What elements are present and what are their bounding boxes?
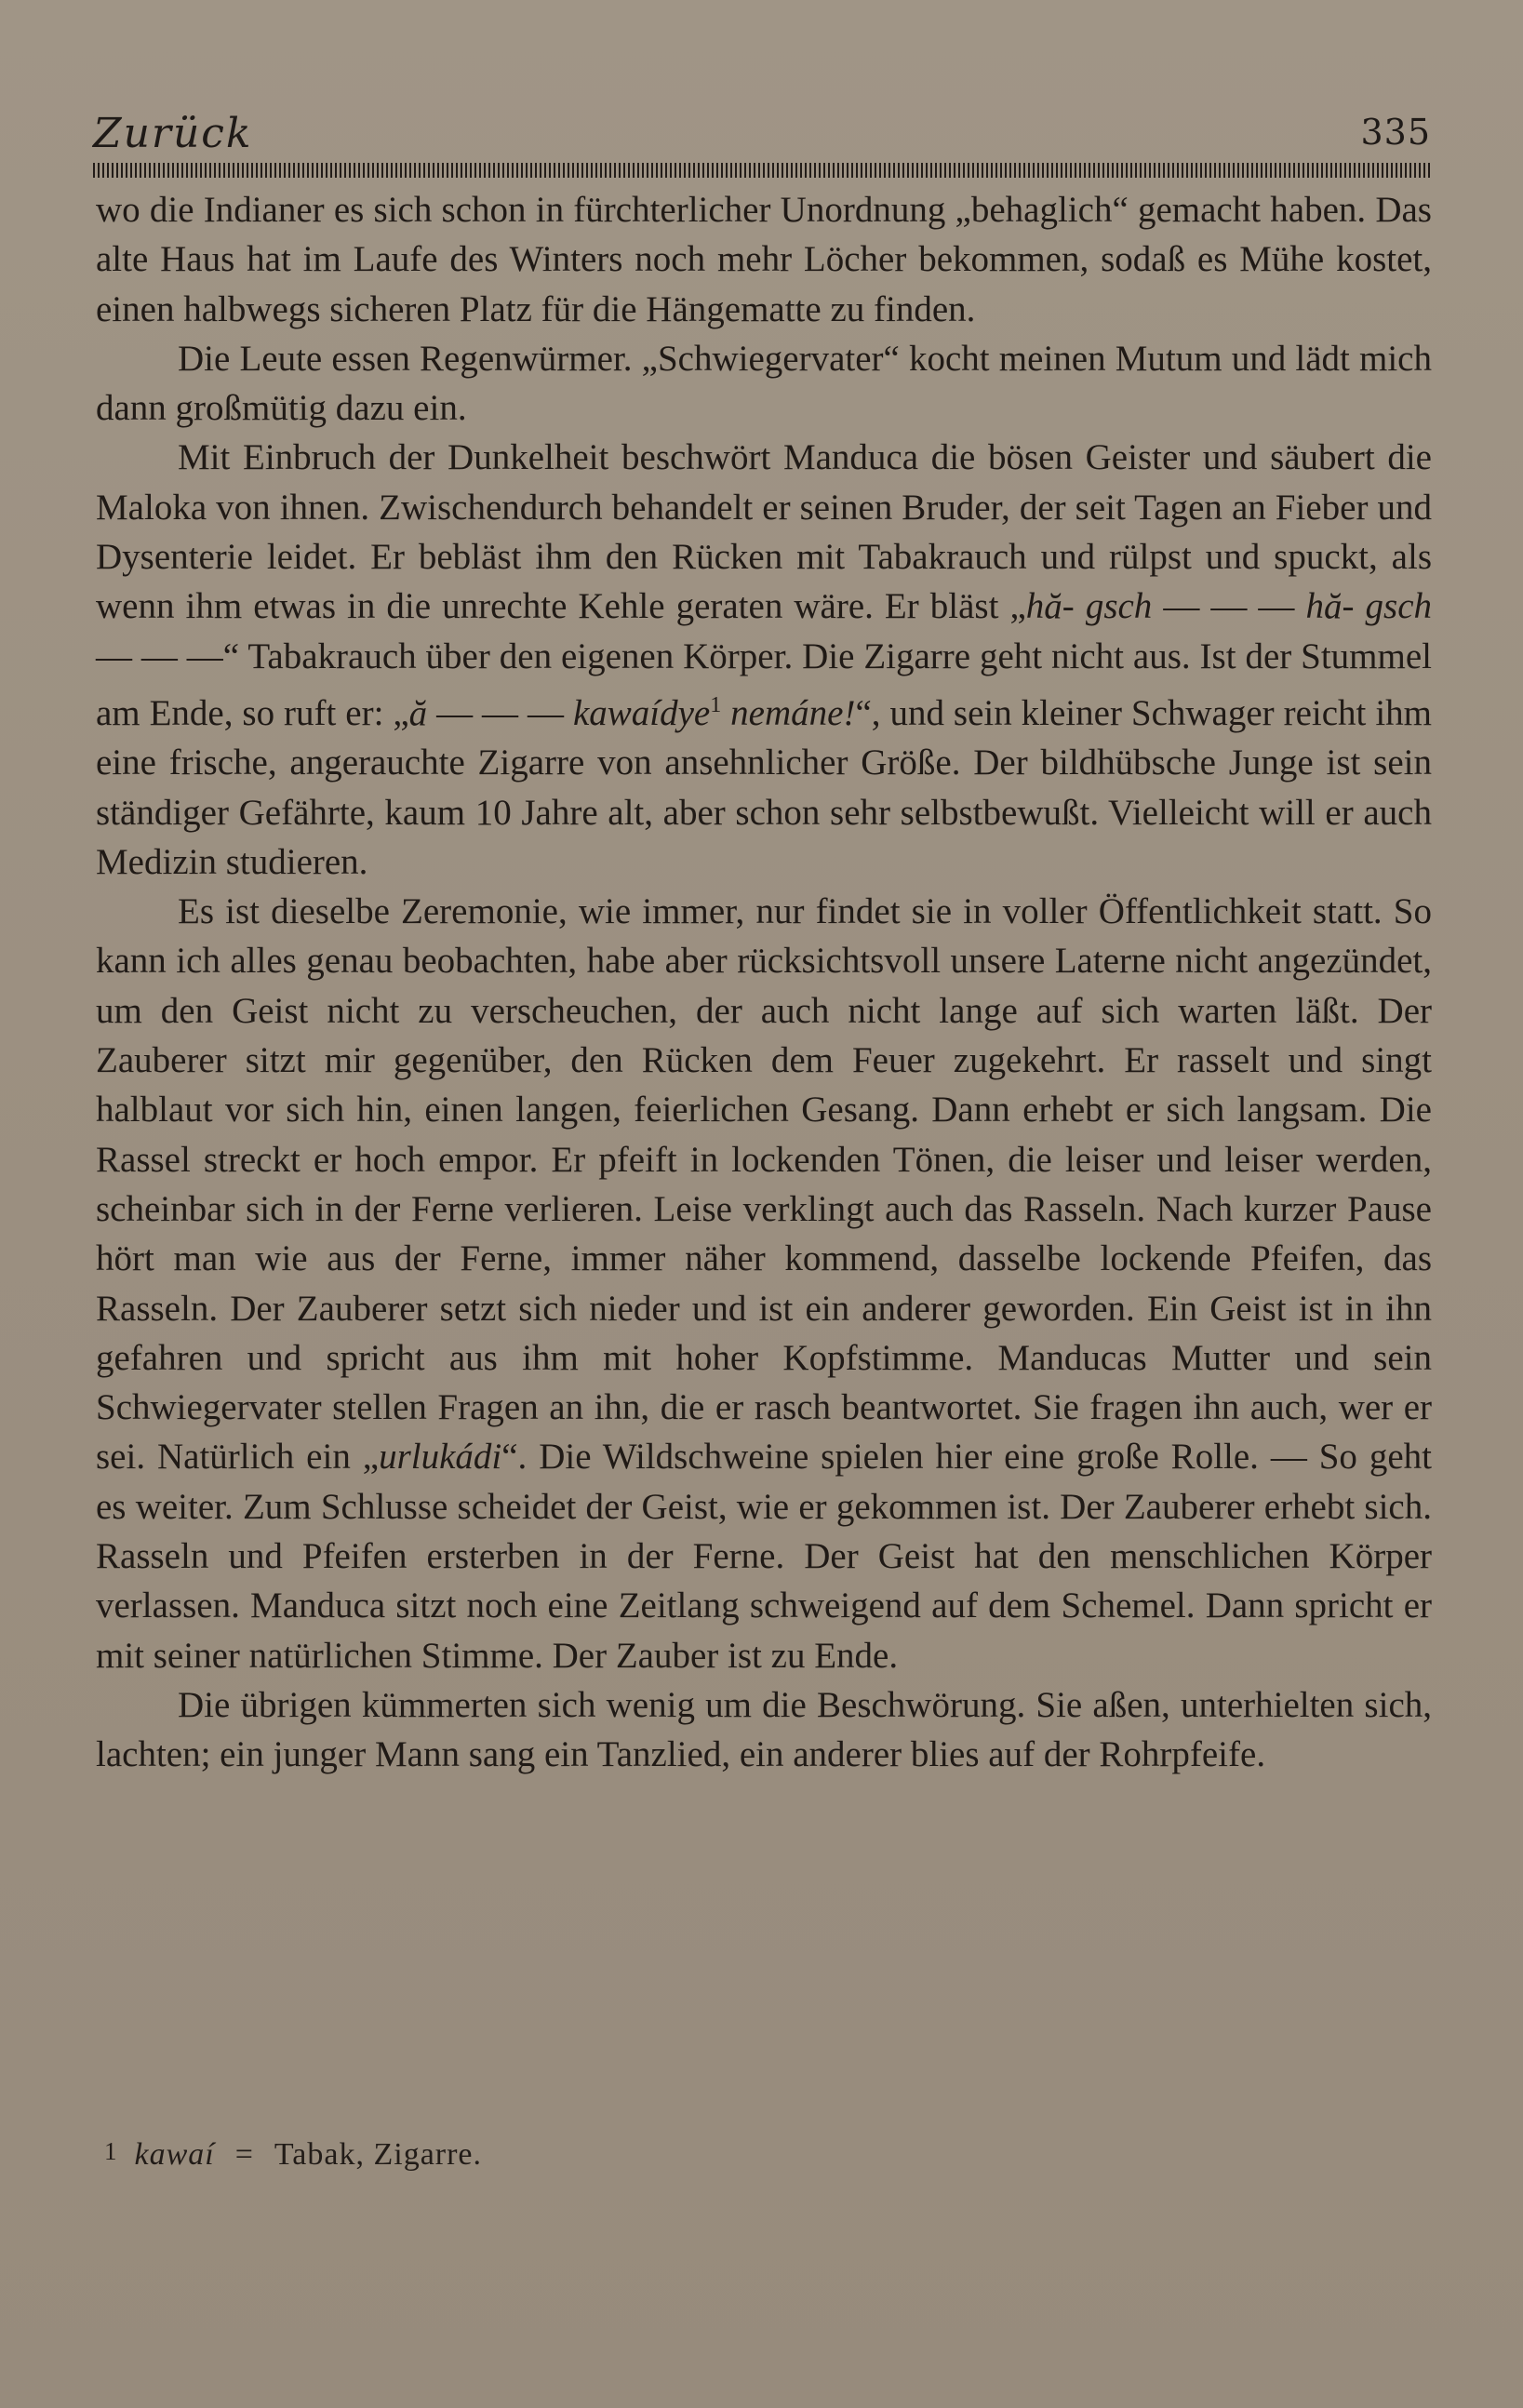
- footnote: [104, 2137, 1407, 2173]
- paragraph-4-text-after: “. Die Wildschweine spielen hier eine große Rolle. — So geht es weiter. Zum Schlusse scheidet der Geist, wie er gekommen ist. Der Zauberer erhebt sich. Rasseln und Pfeifen ersterben in der Ferne. Der Geist hat den menschlichen Körper verlassen. Manduca sitzt noch eine Zeitlang schweigend auf dem Schemel. Dann spricht er mit seiner natürlichen Stimme. Der Zauber ist zu Ende.: [96, 1437, 1432, 1676]
- paragraph-5: [96, 1680, 1432, 1780]
- paragraph-3-text-before: Mit Einbruch der Dunkelheit beschwört Manduca die bösen Geister und säubert die Maloka von ihnen. Zwischendurch behandelt er seinen Bruder, der seit Tagen an Fieber und Dysenterie leidet. Er bebläst ihm den Rücken mit Tabakrauch und rülpst und spuckt, als wenn ihm etwas in die unrechte Kehle geraten wäre. Er bläst „: [96, 437, 1432, 627]
- paragraph-3-text-mid: Tabakrauch über den eigenen Körper. Die Zigarre geht nicht aus. Ist der Stummel am Ende, so ruft er: „: [96, 635, 1433, 733]
- paragraph-3-text-after: “, und sein kleiner Schwager reicht ihm eine frische, angerauchte Zigarre von ansehnlicher Größe. Der bildhübsche Junge ist sein ständiger Gefährte, kaum 10 Jahre alt, aber schon sehr selbstbewußt. Vielleicht will er auch Medizin studieren.: [96, 692, 1432, 882]
- term-urlukadi: urlukádi: [379, 1437, 502, 1478]
- running-title: Zurück: [93, 110, 253, 157]
- page-header: [93, 110, 1431, 166]
- page-number: 335: [1360, 112, 1431, 153]
- chant-dashes-2: — — —“: [96, 635, 240, 676]
- call-word-3: nemáne!: [721, 692, 856, 733]
- footnote-term: kawaí: [134, 2137, 215, 2172]
- call-word-1: ă: [408, 692, 428, 733]
- chant-dashes-1: — — —: [1152, 586, 1306, 627]
- body-text: [96, 185, 1432, 1780]
- paragraph-2-text: Die Leute essen Regenwürmer. „Schwiegervater“ kocht meinen Mutum und lädt mich dann großmütig dazu ein.: [96, 338, 1432, 429]
- call-word-2: kawaídye: [572, 692, 711, 733]
- footnote-marker: 1: [104, 2137, 118, 2165]
- chant-word-1: hă- gsch: [1025, 586, 1153, 627]
- paragraph-4-text-before: Es ist dieselbe Zeremonie, wie immer, nur findet sie in voller Öffentlichkeit statt. So kann ich alles genau beobachten, habe aber rücksichtsvoll unsere Laterne nicht angezündet, um den Geist nicht zu verscheuchen, der auch nicht lange auf sich warten läßt. Der Zauberer sitzt mir gegenüber, den Rücken dem Feuer zugekehrt. Er rasselt und singt halblaut vor sich hin, einen langen, feierlichen Gesang. Dann erhebt er sich langsam. Die Rassel streckt er hoch empor. Er pfeift in lockenden Tönen, die leiser und leiser werden, scheinbar sich in der Ferne verlieren. Leise verklingt auch das Rasseln. Nach kurzer Pause hört man wie aus der Ferne, immer näher kommend, dasselbe lockende Pfeifen, das Rasseln. Der Zauberer setzt sich nieder und ist ein anderer geworden. Ein Geist ist in ihn gefahren und spricht aus ihm mit hoher Kopfstimme. Manducas Mutter und sein Schwiegervater stellen Fragen an ihn, die er rasch beantwortet. Sie fragen ihn auch, wer er sei. Natürlich ein „: [96, 891, 1432, 1478]
- paragraph-3: [96, 433, 1432, 887]
- footnote-definition: Tabak, Zigarre.: [274, 2137, 483, 2172]
- paragraph-4: [96, 887, 1432, 1680]
- paragraph-5-text: Die übrigen kümmerten sich wenig um die Beschwörung. Sie aßen, unterhielten sich, lachten; ein junger Mann sang ein Tanzlied, ein anderer blies auf der Rohrpfeife.: [96, 1684, 1432, 1775]
- decorative-rule: [93, 163, 1431, 178]
- paragraph-1-text: wo die Indianer es sich schon in fürchterlicher Unordnung „behaglich“ gemacht haben. Das alte Haus hat im Laufe des Winters noch mehr Löcher bekommen, sodaß es Mühe kostet, einen halbwegs sicheren Platz für die Hängematte zu finden.: [96, 190, 1432, 329]
- footnote-reference: 1: [710, 692, 722, 717]
- footnote-equals: =: [234, 2137, 254, 2172]
- paragraph-2: [96, 334, 1432, 434]
- paragraph-1: [96, 185, 1432, 334]
- chant-word-2: hă- gsch: [1305, 586, 1432, 627]
- call-dashes: — — —: [427, 692, 573, 733]
